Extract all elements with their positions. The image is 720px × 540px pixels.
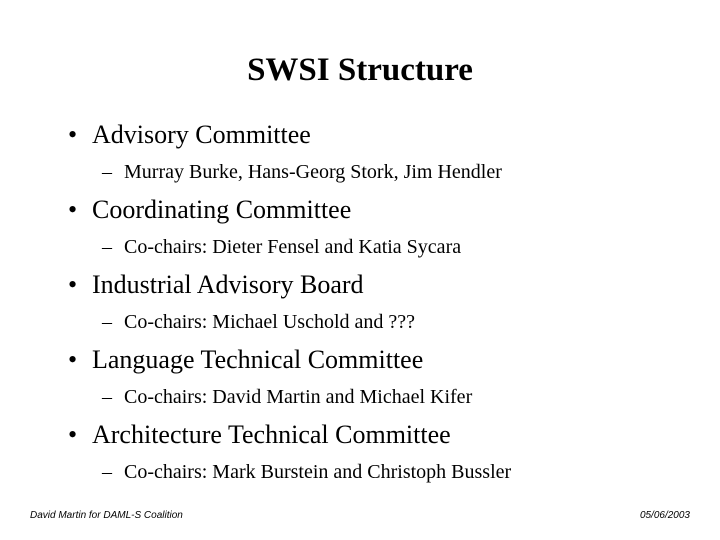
footer-author: David Martin for DAML-S Coalition bbox=[30, 510, 183, 521]
dash-icon: – bbox=[102, 461, 112, 483]
dash-icon: – bbox=[102, 236, 112, 258]
bullet-row bbox=[68, 118, 311, 152]
bullet-label: Language Technical Committee bbox=[92, 345, 424, 374]
dash-icon: – bbox=[102, 311, 112, 333]
bullet-label: Coordinating Committee bbox=[92, 195, 352, 224]
sub-bullet-row bbox=[102, 233, 461, 261]
bullet-list bbox=[0, 118, 720, 493]
list-item bbox=[0, 118, 720, 193]
sub-bullet-row bbox=[102, 383, 472, 411]
list-item bbox=[0, 418, 720, 493]
sub-bullet-label: Co-chairs: Michael Uschold and ??? bbox=[124, 311, 416, 333]
sub-bullet-row bbox=[102, 308, 415, 336]
bullet-icon: • bbox=[68, 345, 78, 374]
bullet-icon: • bbox=[68, 420, 78, 449]
sub-bullet-label: Co-chairs: David Martin and Michael Kifer bbox=[124, 386, 473, 408]
list-item bbox=[0, 268, 720, 343]
sub-bullet-row bbox=[102, 158, 502, 186]
bullet-icon: • bbox=[68, 270, 78, 299]
bullet-label: Industrial Advisory Board bbox=[92, 270, 364, 299]
bullet-icon: • bbox=[68, 120, 78, 149]
bullet-label: Advisory Committee bbox=[92, 120, 311, 149]
sub-bullet-label: Co-chairs: Mark Burstein and Christoph Bussler bbox=[124, 461, 512, 483]
bullet-icon: • bbox=[68, 195, 78, 224]
dash-icon: – bbox=[102, 161, 112, 183]
bullet-row bbox=[68, 343, 423, 377]
bullet-row bbox=[68, 268, 364, 302]
sub-bullet-label: Co-chairs: Dieter Fensel and Katia Sycara bbox=[124, 236, 462, 258]
list-item bbox=[0, 343, 720, 418]
sub-bullet-label: Murray Burke, Hans-Georg Stork, Jim Hendler bbox=[124, 161, 502, 183]
bullet-row bbox=[68, 193, 351, 227]
slide-title: SWSI Structure bbox=[247, 52, 473, 88]
bullet-row bbox=[68, 418, 451, 452]
list-item bbox=[0, 193, 720, 268]
bullet-label: Architecture Technical Committee bbox=[92, 420, 451, 449]
sub-bullet-row bbox=[102, 458, 511, 486]
footer-date: 05/06/2003 bbox=[639, 510, 690, 521]
dash-icon: – bbox=[102, 386, 112, 408]
